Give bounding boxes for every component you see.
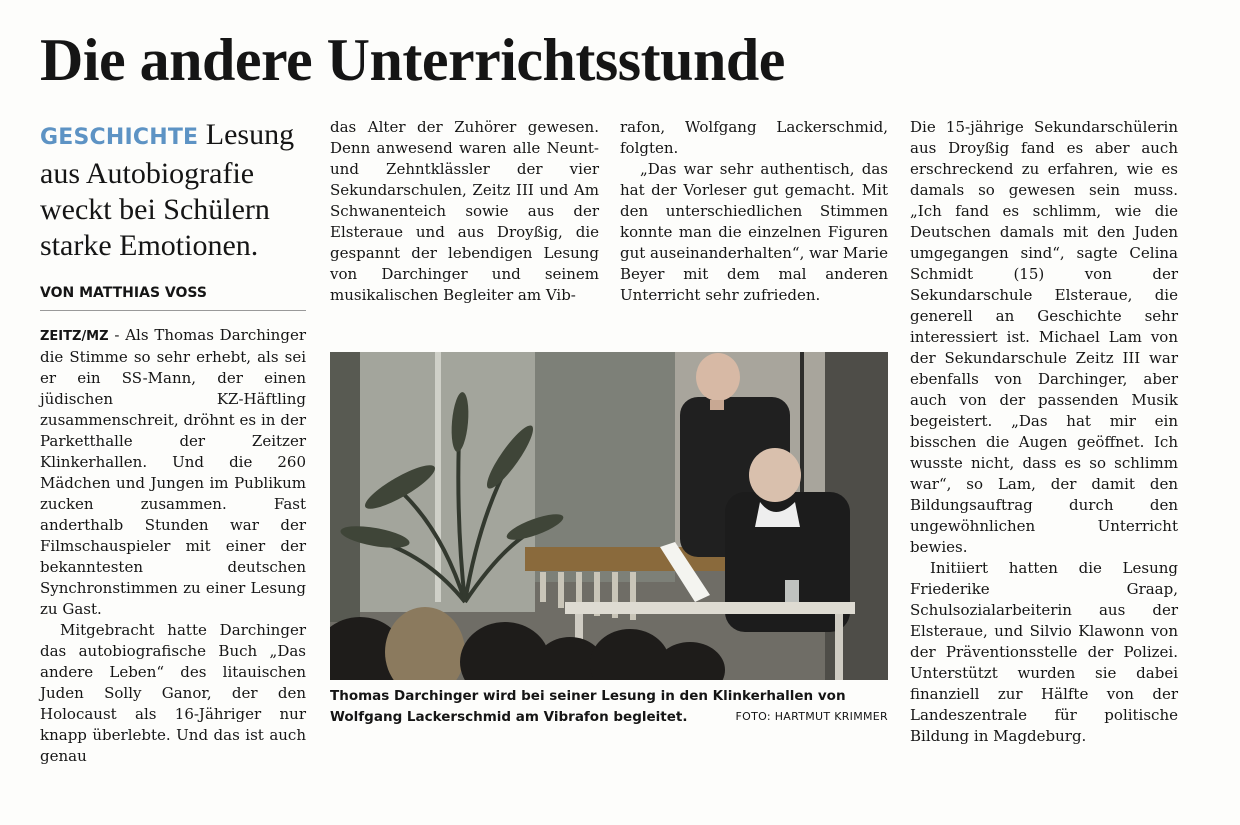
article-column-4 [910,117,1178,747]
photo-caption: Thomas Darchinger wird bei seiner Lesung in den Klinkerhallen von Wolfgang Lackerschmid am Vibrafon begleitet. [330,688,846,725]
paragraph-text: - Als Thomas Darchinger die Stimme so sehr erhebt, als sei er ein SS-Mann, der einen jüdischen KZ-Häftling zusammenschreit, dröhnt es in der Parketthalle der Zeitzer Klinkerhallen. Und die 260 Mädchen und Jungen im Publikum zucken zusammen. Fast anderthalb Stunden war der Filmschauspieler mit einer der bekanntesten deutschen Synchronstimmen zu einer Lesung zu Gast. [40,326,306,618]
teaser [40,117,306,264]
article-photo [330,352,888,680]
paragraph: Mitgebracht hatte Darchinger das autobiografische Buch „Das andere Leben“ des litauischen Juden Solly Ganor, der den Holocaust als 16-Jähriger nur knapp überlebte. Und das ist auch genau [40,621,306,765]
article-column-2 [330,117,599,306]
byline: VON MATTHIAS VOSS [40,285,207,301]
dateline: ZEITZ/MZ [40,329,109,344]
photo-illustration [330,352,888,680]
teaser-text: Lesung aus Autobiografie weckt bei Schülern starke Emotionen. [40,118,295,262]
paragraph: rafon, Wolfgang Lackerschmid, folgten. [620,118,888,157]
article-headline: Die andere Unterrichtsstunde [40,27,785,93]
byline-divider [40,310,306,311]
photo-credit: FOTO: HARTMUT KRIMMER [735,710,888,723]
article-column-3 [620,117,888,306]
paragraph: „Das war sehr authentisch, das hat der Vorleser gut gemacht. Mit den unterschiedlichen Stimmen konnte man die einzelnen Figuren gut auseinanderhalten“, war Marie Beyer mit dem mal anderen Unterricht sehr zufrieden. [620,160,888,304]
section-kicker: GESCHICHTE [40,125,199,150]
paragraph [40,325,306,620]
paragraph: das Alter der Zuhörer gewesen. Denn anwesend waren alle Neunt- und Zehntklässler der vier Sekundarschulen, Zeitz III und Am Schwanenteich sowie aus der Elsteraue und aus Droyßig, die gespannt der lebendigen Lesung von Darchinger und seinem musikalischen Begleiter am Vib- [330,118,599,304]
article-column-1 [40,117,306,767]
paragraph: Initiiert hatten die Lesung Friederike Graap, Schulsozialarbeiterin aus der Elsteraue, und Silvio Klawonn von der Präventionsstelle der Polizei. Unterstützt wurden sie dabei finanziell zur Hälfte von der Landeszentrale für politische Bildung in Magdeburg. [910,559,1178,745]
paragraph: Die 15-jährige Sekundarschülerin aus Droyßig fand es aber auch erschreckend zu erfahren, wie es damals so gewesen sein muss. „Ich fand es schlimm, wie die Deutschen damals mit den Juden umgegangen sind“, sagte Celina Schmidt (15) von der Sekundarschule Elsteraue, die generell an Geschichte sehr interessiert ist. Michael Lam von der Sekundarschule Zeitz III war ebenfalls von Darchinger, aber auch von der passenden Musik begeistert. „Das hat mir ein bisschen die Augen geöffnet. Ich wusste nicht, dass es so schlimm war“, so Lam, der damit den Bildungsauftrag durch den ungewöhnlichen Unterricht bewies. [910,118,1178,556]
